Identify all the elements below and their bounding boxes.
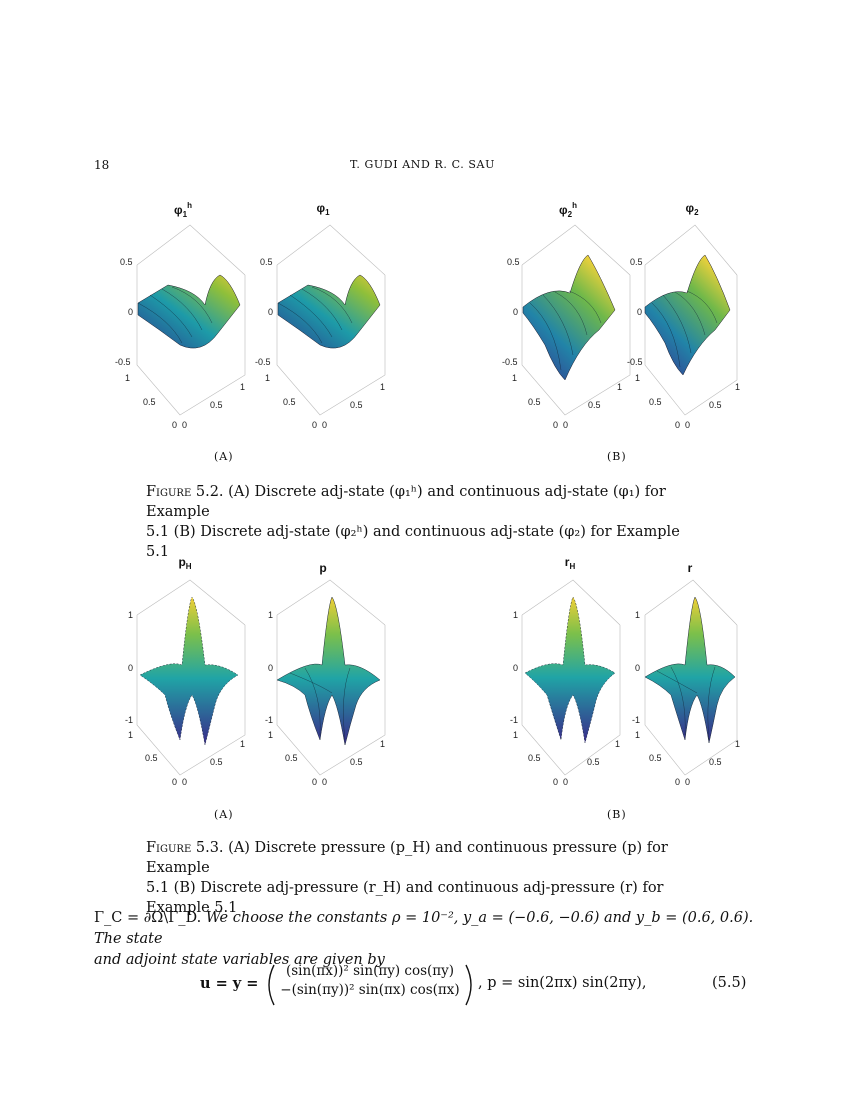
y-tick: 0.5 — [528, 753, 541, 763]
plot-p — [250, 555, 390, 795]
surface — [278, 275, 380, 348]
z-tick: 0.5 — [120, 257, 133, 267]
x-tick: 0 — [182, 420, 188, 430]
figure-caption: Figure 5.3. (A) Discrete pressure (p_H) and continuous pressure (p) for Example 5.1 (B) Discrete adj-pressure (r_H) and continuous adj-pressure (r) for Example 5.1 — [146, 840, 668, 916]
y-tick: 1 — [265, 373, 271, 383]
z-tick: -1 — [632, 715, 641, 725]
surface — [140, 597, 238, 745]
x-tick: 1 — [735, 382, 741, 392]
z-tick: -0.5 — [627, 357, 643, 367]
x-tick: 0.5 — [588, 400, 601, 410]
surface-plot — [625, 195, 765, 435]
y-tick: 1 — [635, 730, 641, 740]
x-tick: 0 — [685, 777, 691, 787]
x-tick: 0.5 — [709, 757, 722, 767]
x-tick: 0.5 — [709, 400, 722, 410]
surface-plot — [250, 555, 390, 795]
y-tick: 1 — [125, 373, 131, 383]
z-tick: -0.5 — [255, 357, 271, 367]
x-tick: 1 — [380, 382, 386, 392]
y-tick: 0 — [553, 777, 559, 787]
x-tick: 0.5 — [350, 757, 363, 767]
x-tick: 0.5 — [350, 400, 363, 410]
y-tick: 0 — [312, 777, 318, 787]
y-tick: 1 — [635, 373, 641, 383]
z-tick: -0.5 — [115, 357, 131, 367]
panel-label-a: (A) — [214, 808, 234, 821]
y-tick: 0 — [553, 420, 559, 430]
x-tick: 0 — [322, 420, 328, 430]
figure-caption: Figure 5.2. (A) Discrete adj-state (φ₁ʰ) and continuous adj-state (φ₁) for Example 5.1 (B) Discrete adj-state (φ₂ʰ) and continuous adj-state (φ₂) for Example 5.1 — [146, 484, 680, 560]
plot-title: $\varphi_2^h$ — [559, 201, 577, 219]
surface — [138, 275, 240, 348]
z-tick: 0.5 — [260, 257, 273, 267]
x-tick: 1 — [617, 382, 623, 392]
y-tick: 0 — [172, 420, 178, 430]
x-tick: 1 — [380, 739, 386, 749]
y-tick: 0.5 — [283, 397, 296, 407]
z-tick: 0.5 — [630, 257, 643, 267]
z-tick: 1 — [513, 610, 519, 620]
y-tick: 1 — [128, 730, 134, 740]
plot-title: $\varphi_1$ — [316, 201, 330, 217]
y-tick: 0 — [312, 420, 318, 430]
x-tick: 0 — [182, 777, 188, 787]
y-tick: 0 — [675, 777, 681, 787]
panel-label-a: (A) — [214, 450, 234, 463]
plot-pH — [110, 555, 250, 795]
x-tick: 0 — [685, 420, 691, 430]
plot-phi1 — [250, 195, 390, 435]
plot-title: $r_H$ — [564, 555, 576, 571]
z-tick: -0.5 — [502, 357, 518, 367]
z-tick: 0 — [513, 663, 519, 673]
running-title: T. GUDI AND R. C. SAU — [350, 158, 495, 171]
panel-label-b: (B) — [607, 808, 627, 821]
z-tick: 0 — [635, 663, 641, 673]
z-tick: -1 — [265, 715, 274, 725]
y-tick: 0.5 — [528, 397, 541, 407]
right-paren — [462, 963, 478, 1007]
z-tick: 0 — [128, 307, 134, 317]
equation-rhs: , p = sin(2πx) sin(2πy), — [478, 975, 647, 991]
z-tick: 0 — [637, 307, 643, 317]
equation-lhs: u = y = — [200, 975, 259, 992]
y-tick: 0.5 — [145, 753, 158, 763]
z-tick: 0 — [268, 307, 274, 317]
body-paragraph: Γ_C = ∂Ω\Γ_D. We choose the constants ρ = 10⁻², y_a = (−0.6, −0.6) and y_b = (0.6, 0.6). The state and adjoint state variables are given by — [94, 910, 754, 968]
x-tick: 1 — [615, 739, 621, 749]
surface — [523, 255, 615, 380]
equation-row-1: (sin(πx))² sin(πy) cos(πy) — [285, 963, 455, 979]
y-tick: 0 — [675, 420, 681, 430]
z-tick: -1 — [125, 715, 134, 725]
x-tick: 0.5 — [587, 757, 600, 767]
z-tick: 0 — [268, 663, 274, 673]
plot-title: $\varphi_1^h$ — [174, 201, 192, 219]
equation-row-2: −(sin(πy))² sin(πx) cos(πx) — [280, 982, 460, 998]
x-tick: 0 — [563, 777, 569, 787]
plot-phi1h — [110, 195, 250, 435]
plot-phi2h — [495, 195, 635, 435]
plot-r — [625, 555, 765, 795]
x-tick: 0.5 — [210, 757, 223, 767]
y-tick: 0.5 — [143, 397, 156, 407]
z-tick: 0.5 — [507, 257, 520, 267]
y-tick: 0.5 — [649, 753, 662, 763]
y-tick: 0 — [172, 777, 178, 787]
surface — [277, 597, 380, 745]
page-number: 18 — [94, 158, 110, 172]
surface-plot — [110, 555, 250, 795]
x-tick: 0 — [322, 777, 328, 787]
z-tick: 1 — [128, 610, 134, 620]
z-tick: 1 — [268, 610, 274, 620]
z-tick: -1 — [510, 715, 519, 725]
y-tick: 1 — [512, 373, 518, 383]
plot-phi2 — [625, 195, 765, 435]
z-tick: 1 — [635, 610, 641, 620]
surface — [645, 597, 735, 743]
z-tick: 0 — [513, 307, 519, 317]
x-tick: 0 — [563, 420, 569, 430]
panel-label-b: (B) — [607, 450, 627, 463]
equation-number: (5.5) — [712, 975, 747, 991]
plot-title: $p_H$ — [178, 555, 192, 571]
plot-title: $\varphi_2$ — [685, 201, 699, 217]
surface — [645, 255, 730, 375]
z-tick: 0 — [128, 663, 134, 673]
y-tick: 0.5 — [285, 753, 298, 763]
y-tick: 0.5 — [649, 397, 662, 407]
x-tick: 1 — [240, 739, 246, 749]
y-tick: 1 — [513, 730, 519, 740]
plot-title: r — [687, 561, 693, 575]
surface-plot — [625, 555, 765, 795]
surface-plot — [495, 555, 635, 795]
surface — [525, 597, 615, 743]
x-tick: 1 — [240, 382, 246, 392]
y-tick: 1 — [268, 730, 274, 740]
x-tick: 0.5 — [210, 400, 223, 410]
plot-title: p — [319, 561, 327, 575]
x-tick: 1 — [735, 739, 741, 749]
plot-rH — [495, 555, 635, 795]
